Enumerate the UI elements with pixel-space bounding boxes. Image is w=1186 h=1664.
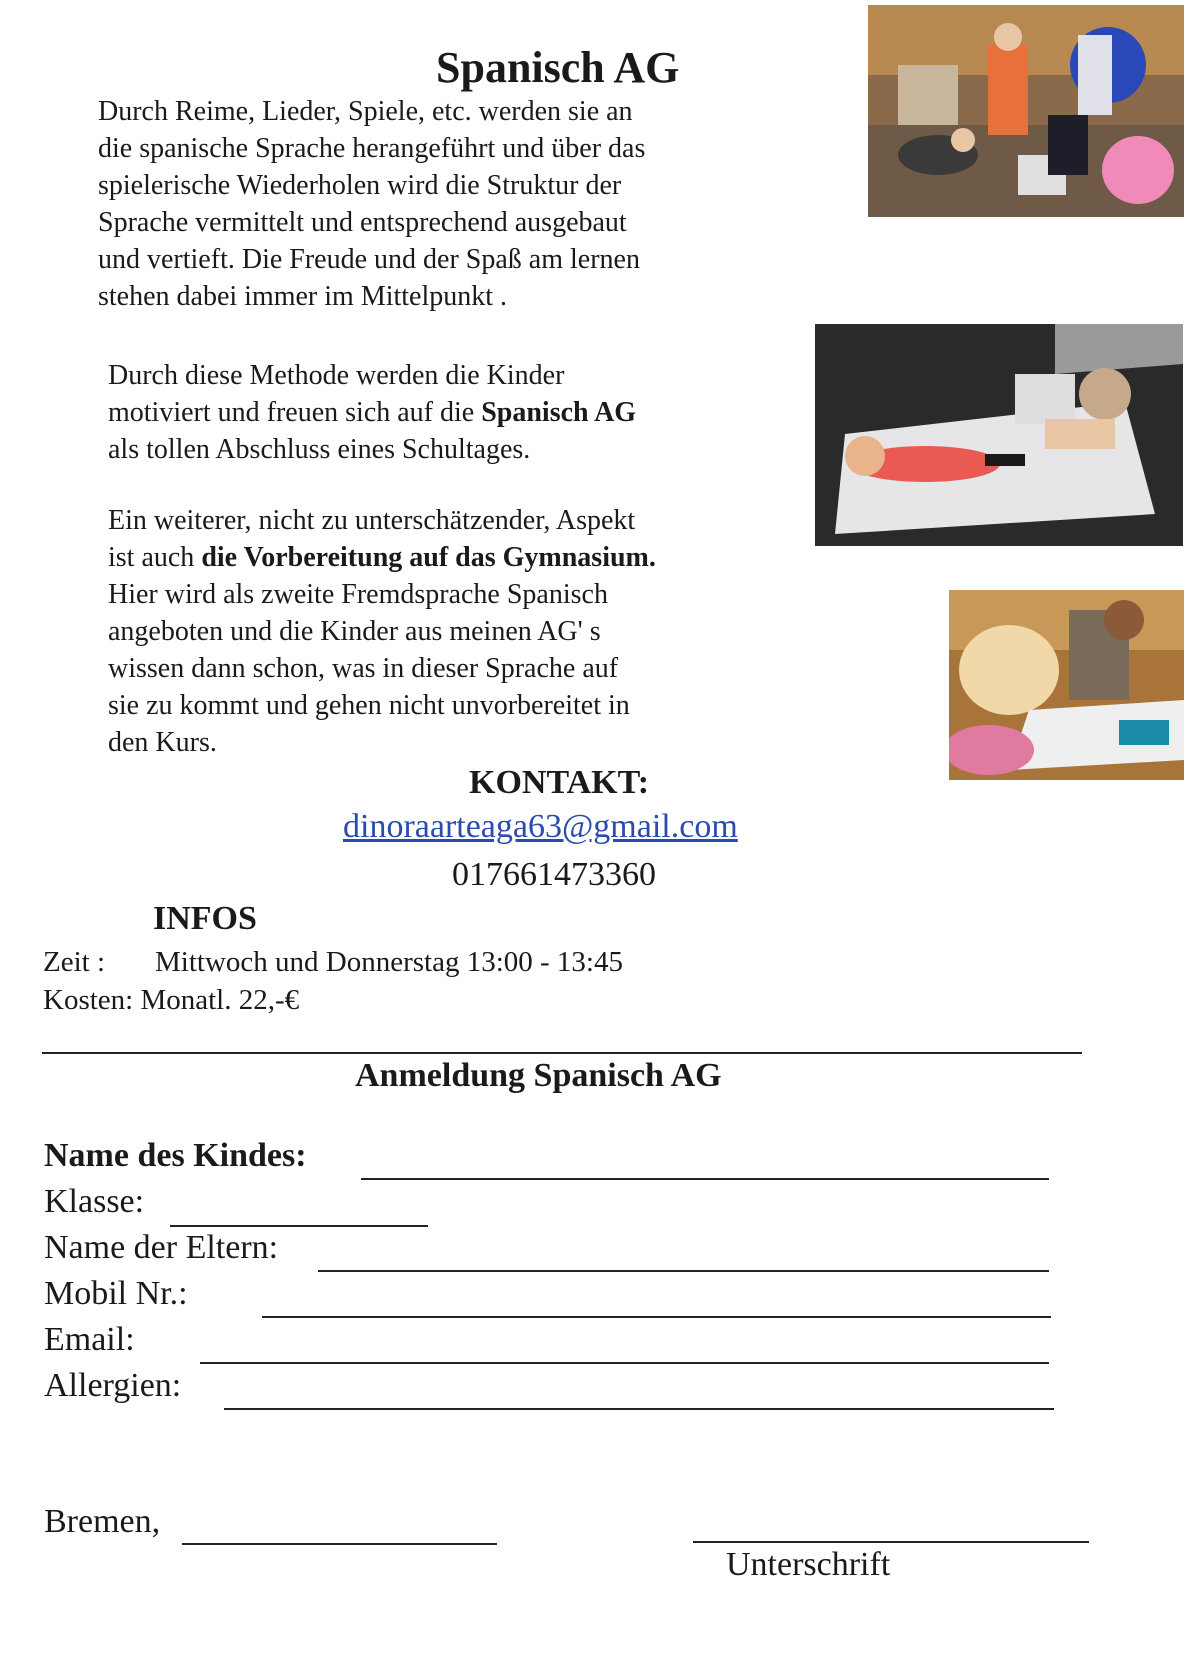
intro-line: spielerische Wiederholen wird die Struktur der (98, 170, 622, 201)
child-name-field[interactable] (361, 1178, 1049, 1180)
section-divider (42, 1052, 1082, 1054)
method-line-bold: Spanisch AG (481, 397, 637, 428)
page-title: Spanisch AG (436, 43, 680, 92)
photo-children-crafting-at-table-icon (949, 590, 1184, 780)
form-heading: Anmeldung Spanisch AG (355, 1057, 722, 1094)
gymnasium-line: wissen dann schon, was in dieser Sprache auf (108, 653, 619, 684)
gymnasium-line: Ein weiterer, nicht zu unterschätzender, Aspekt (108, 505, 636, 536)
gymnasium-line: Hier wird als zweite Fremdsprache Spanisch (108, 579, 608, 610)
infos-heading: INFOS (153, 900, 257, 937)
parents-name-label: Name der Eltern: (44, 1229, 279, 1266)
intro-line: Durch Reime, Lieder, Spiele, etc. werden sie an (98, 96, 633, 127)
contact-heading: KONTAKT: (469, 764, 650, 801)
email-label: Email: (44, 1321, 135, 1358)
photo-children-crafting (949, 590, 1184, 780)
allergies-field[interactable] (224, 1408, 1054, 1410)
gymnasium-paragraph (108, 502, 656, 761)
intro-line: die spanische Sprache herangeführt und über das (98, 133, 646, 164)
class-label: Klasse: (44, 1183, 145, 1220)
signature-field[interactable] (693, 1541, 1089, 1543)
method-line: als tollen Abschluss eines Schultages. (108, 434, 531, 465)
photo-children-drawing-on-paper-icon (815, 324, 1183, 546)
child-name-label: Name des Kindes: (44, 1137, 307, 1174)
intro-line: stehen dabei immer im Mittelpunkt . (98, 281, 508, 312)
mobile-label: Mobil Nr.: (44, 1275, 188, 1312)
gymnasium-line (108, 539, 656, 576)
intro-line: und vertieft. Die Freude und der Spaß am lernen (98, 244, 640, 275)
signature-label: Unterschrift (726, 1546, 891, 1583)
place-label: Bremen, (44, 1503, 161, 1540)
method-line: Durch diese Methode werden die Kinder (108, 360, 565, 391)
method-line-text: motiviert und freuen sich auf die (108, 397, 482, 428)
contact-email-link[interactable]: dinoraarteaga63@gmail.com (343, 808, 738, 845)
mobile-field[interactable] (262, 1316, 1051, 1318)
gymnasium-line: den Kurs. (108, 727, 217, 758)
gymnasium-line-text: ist auch (108, 542, 202, 573)
infos-cost: Kosten: Monatl. 22,-€ (43, 984, 300, 1016)
photo-children-drawing (815, 324, 1183, 546)
allergies-label: Allergien: (44, 1367, 182, 1404)
method-paragraph (108, 357, 636, 468)
contact-phone: 017661473360 (452, 856, 656, 893)
infos-time-value: Mittwoch und Donnerstag 13:00 - 13:45 (155, 946, 623, 978)
photo-children-playing (868, 5, 1184, 217)
method-line (108, 394, 636, 431)
parents-name-field[interactable] (318, 1270, 1049, 1272)
gymnasium-line-bold: die Vorbereitung auf das Gymnasium. (201, 542, 656, 573)
email-field[interactable] (200, 1362, 1049, 1364)
gymnasium-line: sie zu kommt und gehen nicht unvorbereitet in (108, 690, 630, 721)
intro-paragraph (98, 93, 645, 315)
intro-line: Sprache vermittelt und entsprechend ausgebaut (98, 207, 627, 238)
infos-time (43, 946, 623, 979)
date-field[interactable] (182, 1543, 497, 1545)
infos-time-label: Zeit : (43, 946, 106, 978)
gymnasium-line: angeboten und die Kinder aus meinen AG' s (108, 616, 601, 647)
class-field[interactable] (170, 1225, 428, 1227)
photo-children-playing-classroom-icon (868, 5, 1184, 217)
